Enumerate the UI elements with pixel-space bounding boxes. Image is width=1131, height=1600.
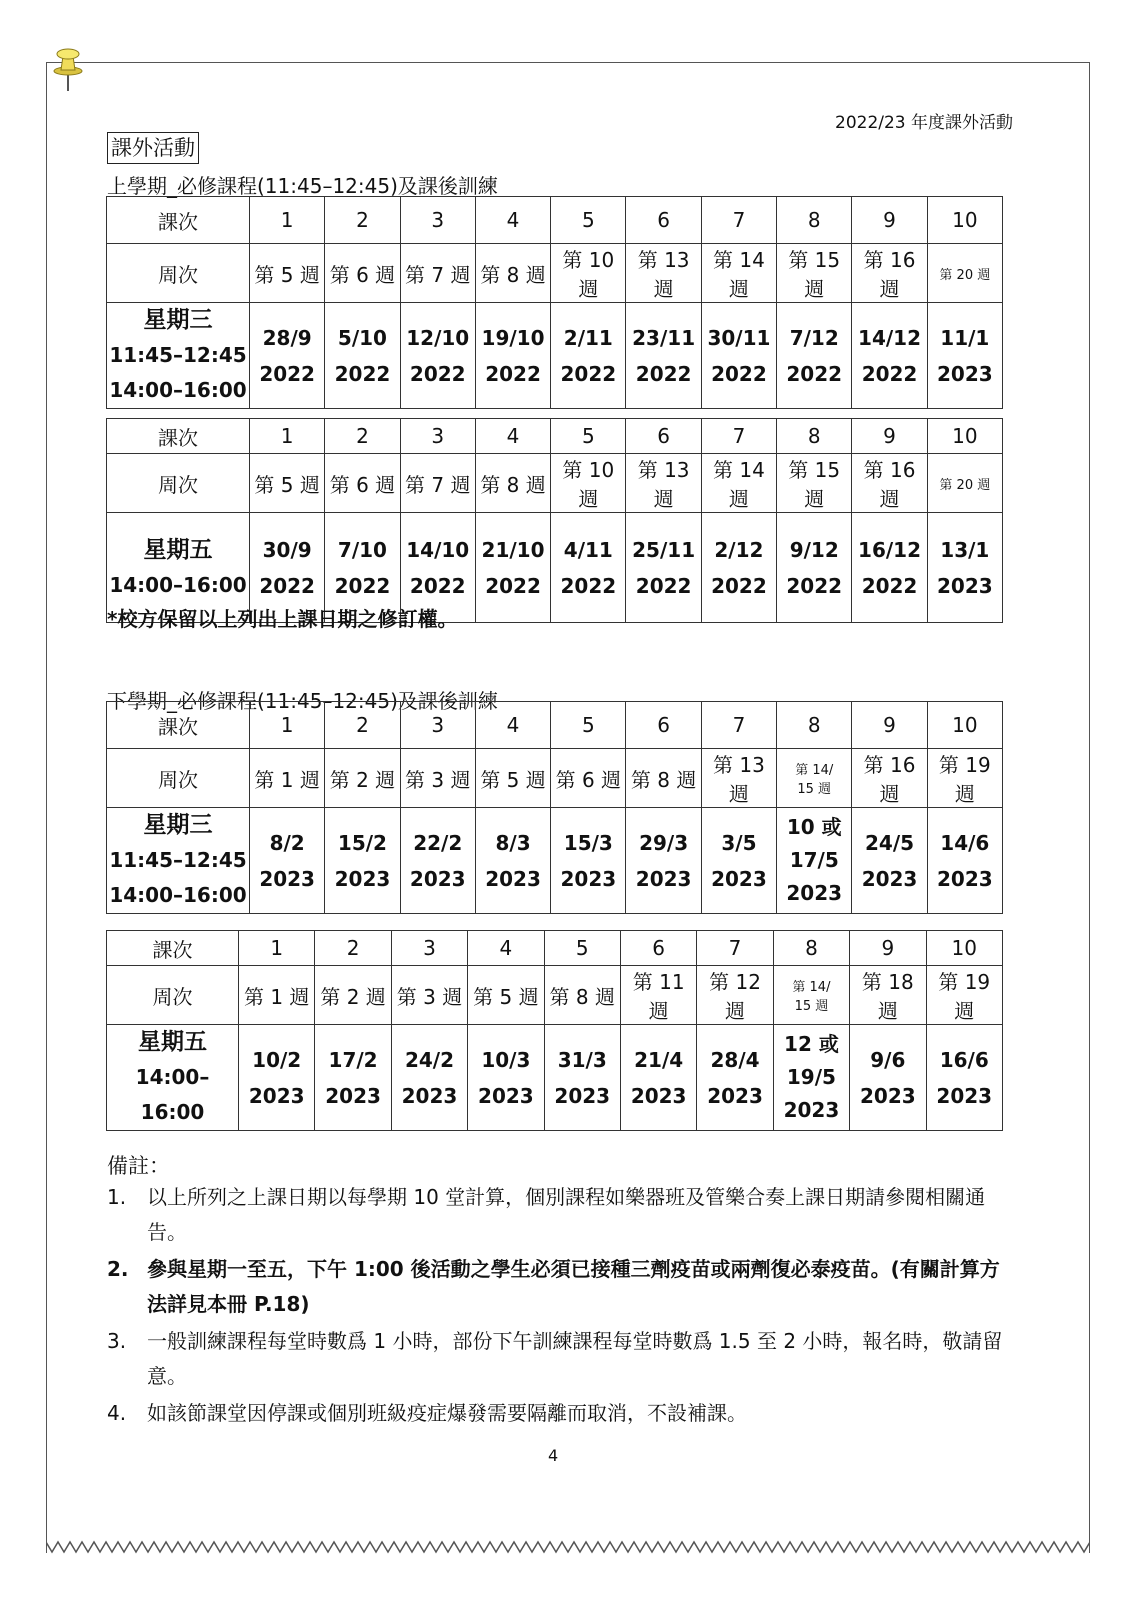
- date-cell: [697, 1025, 773, 1131]
- date-line: 15/2: [337, 830, 387, 855]
- remarks-label: 備註：: [107, 1154, 170, 1178]
- lesson-number: 4: [468, 931, 544, 966]
- date-line: 2022: [485, 573, 541, 598]
- date-line: 10 或: [786, 815, 842, 839]
- week-line: 15 週: [794, 999, 829, 1014]
- week-cell: 第 14 週: [701, 244, 776, 303]
- time-range: 14:00–16:00: [135, 1065, 210, 1124]
- lesson-number: 1: [239, 931, 315, 966]
- revision-note: *校方保留以上列出上課日期之修訂權。: [107, 607, 458, 631]
- date-line: 2023: [711, 866, 767, 891]
- date-line: 2023: [478, 1083, 534, 1108]
- lesson-number: 9: [852, 197, 927, 244]
- week-cell: 第 6 週: [325, 454, 400, 513]
- date-line: 2023: [259, 866, 315, 891]
- week-cell: [927, 749, 1002, 808]
- week-label: 周次: [107, 454, 250, 513]
- lesson-number: 2: [315, 931, 391, 966]
- remark-text: 參與星期一至五，下午 1:00 後活動之學生必須已接種三劑疫苗或兩劑復必泰疫苗。(有關計算方法詳見本冊 P.18): [147, 1257, 1000, 1316]
- week-cell: [325, 749, 400, 808]
- lesson-number: 3: [400, 702, 475, 749]
- remark-text: 如該節課堂因停課或個別班級疫症爆發需要隔離而取消，不設補課。: [147, 1401, 747, 1425]
- document-header: 2022/23 年度課外活動: [835, 113, 1014, 133]
- date-line: 2023: [560, 866, 617, 891]
- date-cell: [777, 303, 852, 409]
- lesson-number: 8: [777, 419, 852, 454]
- date-cell: [325, 808, 400, 914]
- date-line: 8/2: [269, 830, 305, 855]
- date-cell: [391, 1025, 467, 1131]
- date-line: 2023: [936, 1083, 993, 1108]
- remark-text: 一般訓練課程每堂時數爲 1 小時，部份下午訓練課程每堂時數爲 1.5 至 2 小時，報名時，敬請留意。: [147, 1329, 1003, 1388]
- week-label: 周次: [107, 966, 239, 1025]
- weekday-label: 星期三: [143, 307, 213, 333]
- lesson-number: 10: [927, 419, 1002, 454]
- date-line: 2023: [937, 573, 993, 598]
- date-cell: [852, 808, 927, 914]
- lesson-number: 3: [400, 197, 475, 244]
- lesson-number: 1: [250, 702, 325, 749]
- date-line: 2023: [409, 866, 466, 891]
- lesson-label: 課次: [107, 702, 250, 749]
- lesson-label: 課次: [107, 419, 250, 454]
- lesson-number: 4: [475, 197, 550, 244]
- date-line: 25/11: [632, 537, 696, 562]
- date-line: 2/12: [714, 537, 764, 562]
- date-line: 21/4: [634, 1047, 684, 1072]
- week-cell: 第 20 週: [927, 244, 1002, 303]
- lesson-number: 7: [697, 931, 773, 966]
- date-cell: [325, 303, 400, 409]
- week-cell: 第 15 週: [777, 244, 852, 303]
- lesson-number: 7: [701, 702, 776, 749]
- week-cell: [468, 966, 544, 1025]
- date-line: 22/2: [413, 830, 463, 855]
- date-line: 24/5: [864, 830, 915, 855]
- remark-item: [107, 1180, 1007, 1250]
- week-label: 周次: [107, 244, 250, 303]
- date-cell: [620, 1025, 696, 1131]
- date-line: 2022: [259, 573, 315, 598]
- semester2-wednesday-table: [106, 701, 1003, 914]
- week-line: 第 13 週: [713, 753, 765, 806]
- date-line: 9/6: [870, 1047, 906, 1072]
- weekday-label: 星期五: [143, 536, 213, 563]
- date-line: 2022: [861, 361, 918, 386]
- date-line: 2022: [485, 361, 541, 386]
- date-line: 14/6: [940, 830, 990, 855]
- date-line: 2022: [334, 361, 391, 386]
- date-cell: [400, 303, 475, 409]
- remark-number: 3.: [107, 1329, 127, 1353]
- week-line: 第 2 週: [320, 984, 386, 1009]
- week-cell: 第 7 週: [400, 244, 475, 303]
- week-line: 第 3 週: [396, 984, 463, 1009]
- date-line: 5/10: [337, 325, 387, 350]
- date-line: 2023: [635, 866, 692, 891]
- lesson-number: 5: [551, 419, 626, 454]
- time-range: 11:45–12:45: [109, 343, 247, 367]
- week-cell: [701, 749, 776, 808]
- week-cell: [852, 749, 927, 808]
- week-line: 第 1 週: [254, 767, 320, 792]
- date-line: 30/9: [262, 537, 312, 562]
- week-cell: 第 8 週: [475, 454, 550, 513]
- week-cell: [850, 966, 926, 1025]
- pushpin-icon: [48, 44, 88, 92]
- date-line: 30/11: [707, 325, 771, 350]
- date-line: 2023: [937, 866, 993, 891]
- date-line: 16/12: [858, 537, 921, 562]
- semester1-friday-table: [106, 418, 1003, 623]
- date-line: 17/5: [789, 848, 839, 872]
- date-line: 2023: [401, 1083, 458, 1108]
- date-line: 2022: [635, 361, 692, 386]
- week-cell: [697, 966, 773, 1025]
- date-line: 28/9: [262, 325, 312, 350]
- lesson-number: 6: [626, 419, 701, 454]
- week-cell: 第 6 週: [325, 244, 400, 303]
- date-row: [107, 808, 1003, 914]
- date-line: 14/12: [858, 325, 921, 350]
- date-cell: [551, 808, 626, 914]
- date-cell: [927, 808, 1002, 914]
- week-cell: [475, 749, 550, 808]
- week-cell: [391, 966, 467, 1025]
- week-cell: 第 13 週: [626, 244, 701, 303]
- date-line: 3/5: [721, 830, 757, 855]
- date-line: 2022: [635, 573, 692, 598]
- date-line: 2022: [786, 361, 843, 386]
- week-cell: 第 8 週: [475, 244, 550, 303]
- date-cell: [850, 1025, 926, 1131]
- date-line: 19/5: [786, 1065, 836, 1089]
- date-line: 2022: [259, 361, 315, 386]
- date-line: 2/11: [563, 325, 613, 350]
- semester2-friday-table: [106, 930, 1003, 1131]
- date-cell: [250, 303, 325, 409]
- week-cell: [626, 749, 701, 808]
- week-cell: [551, 749, 626, 808]
- week-row: [107, 244, 1003, 303]
- date-line: 2023: [707, 1083, 763, 1108]
- date-line: 2022: [560, 361, 617, 386]
- week-cell: [239, 966, 315, 1025]
- week-cell: [250, 749, 325, 808]
- date-line: 12/10: [406, 325, 470, 350]
- week-line: 第 19 週: [938, 970, 991, 1023]
- week-cell: 第 14 週: [701, 454, 776, 513]
- date-line: 19/10: [481, 325, 545, 350]
- week-cell: 第 16 週: [852, 244, 927, 303]
- date-line: 2022: [711, 573, 767, 598]
- week-cell: [926, 966, 1002, 1025]
- date-cell: [551, 513, 626, 623]
- remark-number: 1.: [107, 1185, 127, 1209]
- date-line: 17/2: [328, 1047, 378, 1072]
- date-line: 2023: [861, 866, 918, 891]
- week-line: 第 11 週: [632, 970, 685, 1023]
- lesson-row: [107, 197, 1003, 244]
- lesson-number: 6: [620, 931, 696, 966]
- date-line: 2023: [325, 1083, 381, 1108]
- week-cell: [773, 966, 849, 1025]
- date-row: [107, 303, 1003, 409]
- week-cell: 第 7 週: [400, 454, 475, 513]
- week-cell: [544, 966, 620, 1025]
- time-range: 11:45–12:45: [109, 848, 247, 872]
- date-line: 7/12: [789, 325, 839, 350]
- week-cell: 第 15 週: [777, 454, 852, 513]
- date-line: 2023: [786, 881, 843, 905]
- zigzag-border: [46, 1538, 1090, 1558]
- date-cell: [626, 808, 701, 914]
- date-cell: [701, 303, 776, 409]
- lesson-number: 4: [475, 702, 550, 749]
- date-cell: [239, 1025, 315, 1131]
- week-cell: [777, 749, 852, 808]
- remark-item: [107, 1252, 1007, 1322]
- lesson-number: 2: [325, 702, 400, 749]
- date-line: 2023: [248, 1083, 305, 1108]
- day-time-cell: [107, 808, 250, 914]
- week-line: 第 18 週: [861, 970, 914, 1023]
- date-line: 21/10: [481, 537, 545, 562]
- date-line: 2023: [630, 1083, 687, 1108]
- lesson-number: 10: [927, 702, 1002, 749]
- lesson-number: 8: [777, 197, 852, 244]
- date-cell: [475, 808, 550, 914]
- week-line: 第 1 週: [243, 984, 310, 1009]
- week-cell: [400, 749, 475, 808]
- week-line: 第 2 週: [329, 767, 396, 792]
- lesson-number: 6: [626, 702, 701, 749]
- date-line: 10/2: [252, 1047, 302, 1072]
- week-cell: [620, 966, 696, 1025]
- date-cell: [701, 513, 776, 623]
- lesson-row: [107, 931, 1003, 966]
- week-row: [107, 966, 1003, 1025]
- date-line: 2023: [485, 866, 541, 891]
- date-cell: [475, 513, 550, 623]
- lesson-row: [107, 419, 1003, 454]
- week-cell: 第 20 週: [927, 454, 1002, 513]
- date-cell: [852, 513, 927, 623]
- lesson-number: 6: [626, 197, 701, 244]
- semester2-title: 下學期_必修課程(11:45–12:45)及課後訓練: [107, 689, 498, 713]
- date-line: 2022: [711, 361, 767, 386]
- remark-item: [107, 1324, 1007, 1394]
- date-cell: [250, 808, 325, 914]
- remark-number: 4.: [107, 1401, 127, 1425]
- date-line: 12 或: [784, 1032, 839, 1056]
- date-line: 28/4: [710, 1047, 760, 1072]
- date-line: 2022: [786, 573, 843, 598]
- section-title: 課外活動: [107, 132, 199, 164]
- date-cell: [468, 1025, 544, 1131]
- time-range: 14:00–16:00: [109, 883, 247, 907]
- date-line: 10/3: [481, 1047, 531, 1072]
- page-number: 4: [548, 1446, 559, 1465]
- week-line: 第 5 週: [480, 767, 546, 792]
- date-row: [107, 1025, 1003, 1131]
- lesson-number: 9: [850, 931, 926, 966]
- week-cell: 第 16 週: [852, 454, 927, 513]
- lesson-number: 2: [325, 419, 400, 454]
- time-range: 14:00–16:00: [109, 378, 247, 402]
- date-line: 29/3: [639, 830, 689, 855]
- semester1-title: 上學期_必修課程(11:45–12:45)及課後訓練: [107, 174, 498, 198]
- date-line: 2023: [554, 1083, 611, 1108]
- lesson-number: 4: [475, 419, 550, 454]
- lesson-number: 10: [927, 197, 1002, 244]
- lesson-row: [107, 702, 1003, 749]
- date-line: 2023: [937, 361, 993, 386]
- lesson-number: 1: [250, 197, 325, 244]
- lesson-number: 8: [773, 931, 849, 966]
- week-row: [107, 749, 1003, 808]
- date-line: 2022: [334, 573, 391, 598]
- date-line: 24/2: [404, 1047, 454, 1072]
- week-line: 第 3 週: [405, 767, 471, 792]
- remark-text: 以上所列之上課日期以每學期 10 堂計算，個別課程如樂器班及管樂合奏上課日期請參閱相關通告。: [147, 1185, 986, 1244]
- date-cell: [626, 303, 701, 409]
- date-line: 2022: [560, 573, 617, 598]
- week-line: 第 8 週: [549, 984, 615, 1009]
- week-line: 第 12 週: [709, 970, 761, 1023]
- week-line: 第 14/: [792, 980, 831, 995]
- date-cell: [777, 808, 852, 914]
- date-line: 13/1: [940, 537, 990, 562]
- date-line: 2022: [409, 361, 466, 386]
- lesson-number: 3: [391, 931, 467, 966]
- remark-item: [107, 1396, 1007, 1431]
- date-cell: [926, 1025, 1002, 1131]
- date-cell: [315, 1025, 391, 1131]
- weekday-label: 星期五: [138, 1029, 207, 1055]
- date-line: 2023: [859, 1083, 916, 1108]
- lesson-number: 1: [250, 419, 325, 454]
- date-line: 31/3: [557, 1047, 607, 1072]
- date-line: 2022: [409, 573, 466, 598]
- lesson-number: 9: [852, 419, 927, 454]
- week-line: 第 8 週: [630, 767, 697, 792]
- date-cell: [626, 513, 701, 623]
- lesson-number: 5: [551, 702, 626, 749]
- date-cell: [852, 303, 927, 409]
- day-time-cell: [107, 1025, 239, 1131]
- date-line: 7/10: [337, 537, 387, 562]
- lesson-number: 5: [551, 197, 626, 244]
- date-line: 16/6: [939, 1047, 989, 1072]
- week-cell: [315, 966, 391, 1025]
- week-cell: 第 10 週: [551, 454, 626, 513]
- date-cell: [777, 513, 852, 623]
- week-line: 第 6 週: [555, 767, 622, 792]
- date-line: 14/10: [406, 537, 470, 562]
- lesson-number: 8: [777, 702, 852, 749]
- lesson-label: 課次: [107, 931, 239, 966]
- date-cell: [773, 1025, 849, 1131]
- date-cell: [927, 513, 1002, 623]
- week-line: 第 19 週: [938, 753, 991, 806]
- lesson-number: 2: [325, 197, 400, 244]
- date-cell: [544, 1025, 620, 1131]
- lesson-label: 課次: [107, 197, 250, 244]
- date-cell: [927, 303, 1002, 409]
- week-cell: 第 13 週: [626, 454, 701, 513]
- remarks-list: [107, 1180, 1007, 1433]
- week-line: 15 週: [797, 782, 832, 797]
- lesson-number: 7: [701, 197, 776, 244]
- lesson-number: 10: [926, 931, 1002, 966]
- date-line: 2023: [334, 866, 391, 891]
- lesson-number: 3: [400, 419, 475, 454]
- date-line: 11/1: [940, 325, 990, 350]
- week-line: 第 14/: [795, 763, 834, 778]
- date-line: 2022: [861, 573, 918, 598]
- date-line: 4/11: [563, 537, 613, 562]
- date-line: 9/12: [789, 537, 839, 562]
- date-line: 8/3: [495, 830, 531, 855]
- remark-number: 2.: [107, 1257, 129, 1281]
- date-cell: [400, 808, 475, 914]
- week-cell: 第 5 週: [250, 454, 325, 513]
- date-line: 15/3: [563, 830, 613, 855]
- date-cell: [551, 303, 626, 409]
- lesson-number: 5: [544, 931, 620, 966]
- lesson-number: 9: [852, 702, 927, 749]
- time-range: 14:00–16:00: [109, 572, 247, 597]
- week-cell: 第 5 週: [250, 244, 325, 303]
- week-line: 第 16 週: [863, 753, 916, 806]
- lesson-number: 7: [701, 419, 776, 454]
- weekday-label: 星期三: [143, 812, 213, 838]
- week-label: 周次: [107, 749, 250, 808]
- week-line: 第 5 週: [473, 984, 539, 1009]
- semester1-wednesday-table: [106, 196, 1003, 409]
- date-line: 2023: [783, 1098, 840, 1122]
- week-row: [107, 454, 1003, 513]
- date-cell: [475, 303, 550, 409]
- date-line: 23/11: [632, 325, 696, 350]
- day-time-cell: [107, 303, 250, 409]
- date-cell: [701, 808, 776, 914]
- week-cell: 第 10 週: [551, 244, 626, 303]
